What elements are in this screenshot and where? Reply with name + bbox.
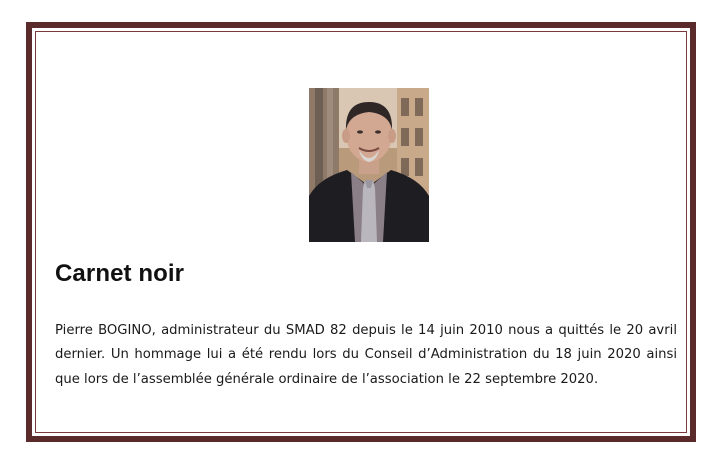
portrait-photo	[309, 88, 429, 242]
notice-body: Pierre BOGINO, administrateur du SMAD 82 depuis le 14 juin 2010 nous a quittés le 20 avril dernier. Un hommage lui a été rendu lors du Conseil d’Administration du 18 juin 2020 ainsi que lors de l’assemblée générale ordinaire de l’association le 22 septembre 2020.	[55, 323, 677, 387]
notice-heading: Carnet noir	[55, 260, 185, 287]
notice-frame	[26, 22, 696, 442]
notice-inner-frame	[35, 31, 687, 433]
